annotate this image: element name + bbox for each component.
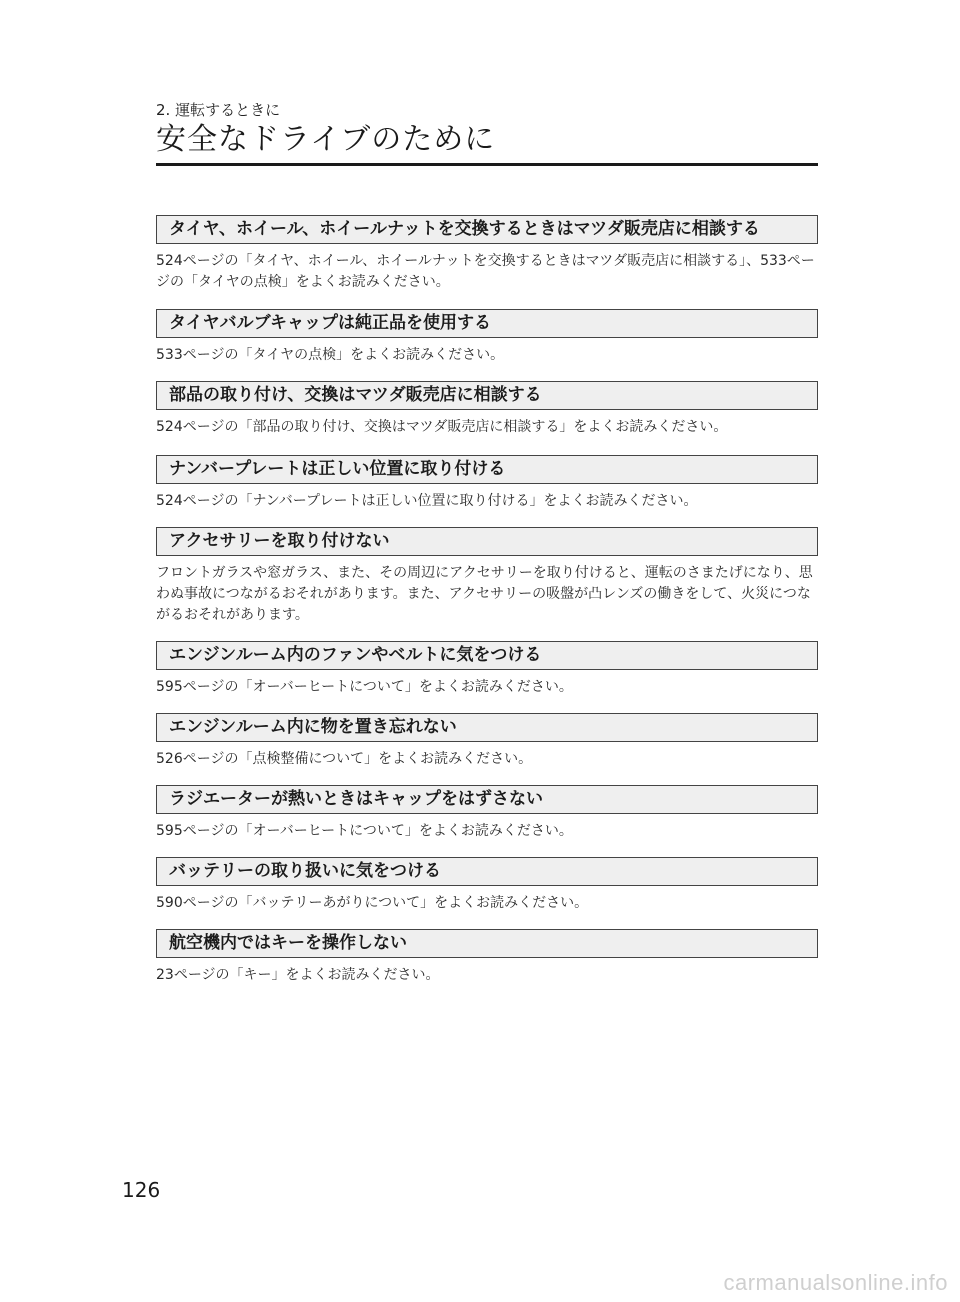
section-text: フロントガラスや窓ガラス、また、その周辺にアクセサリーを取り付けると、運転のさまたげになり、思わぬ事故につながるおそれがあります。また、アクセサリーの吸盤が凸レンズの働きをして、火災につながるおそれがあります。 [156,565,813,623]
section-text: 524ページの「タイヤ、ホイール、ホイールナットを交換するときはマツダ販売店に相談する」、533ページの「タイヤの点検」をよくお読みください。 [156,253,815,290]
section-text: 524ページの「部品の取り付け、交換はマツダ販売店に相談する」をよくお読みください。 [156,419,728,435]
content [156,215,818,986]
section-heading: ラジエーターが熱いときはキャップをはずさない [156,785,818,814]
page-number: 126 [122,1178,161,1202]
watermark: carmanualsonline.info [723,1270,948,1295]
section [156,455,818,512]
section-text: 595ページの「オーバーヒートについて」をよくお読みください。 [156,823,573,839]
section-text: 533ページの「タイヤの点検」をよくお読みください。 [156,347,505,363]
title-rule [156,163,818,166]
page-title: 安全なドライブのために [156,122,496,157]
section-heading: タイヤバルブキャップは純正品を使用する [156,309,818,338]
section-text: 590ページの「バッテリーあがりについて」をよくお読みください。 [156,895,589,911]
section-text: 23ページの「キー」をよくお読みください。 [156,967,440,983]
section-text: 524ページの「ナンバープレートは正しい位置に取り付ける」をよくお読みください。 [156,493,698,509]
section-heading: 部品の取り付け、交換はマツダ販売店に相談する [156,381,818,410]
section [156,857,818,914]
section [156,381,818,438]
section-text: 595ページの「オーバーヒートについて」をよくお読みください。 [156,679,573,695]
section-heading: エンジンルーム内に物を置き忘れない [156,713,818,742]
section [156,929,818,986]
section [156,309,818,366]
section [156,527,818,626]
section [156,641,818,698]
section-heading: エンジンルーム内のファンやベルトに気をつける [156,641,818,670]
section-heading: 航空機内ではキーを操作しない [156,929,818,958]
section-heading: バッテリーの取り扱いに気をつける [156,857,818,886]
section-text: 526ページの「点検整備について」をよくお読みください。 [156,751,533,767]
chapter-label: 2. 運転するときに [156,101,281,119]
section-heading: ナンバープレートは正しい位置に取り付ける [156,455,818,484]
section [156,713,818,770]
section-heading: アクセサリーを取り付けない [156,527,818,556]
section-heading: タイヤ、ホイール、ホイールナットを交換するときはマツダ販売店に相談する [156,215,818,244]
section [156,215,818,293]
section [156,785,818,842]
